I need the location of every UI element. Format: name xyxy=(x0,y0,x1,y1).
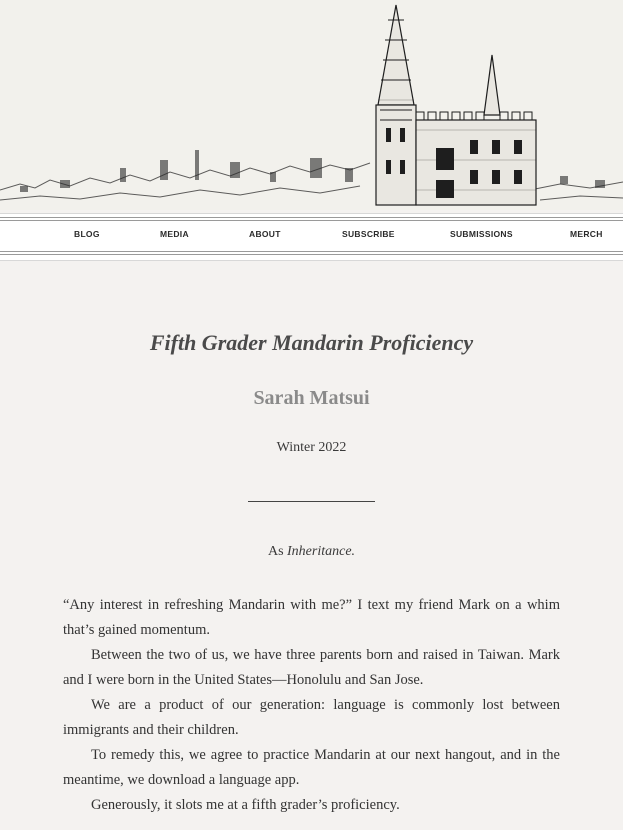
top-nav xyxy=(0,213,623,261)
nav-rule-bottom-inner xyxy=(0,251,623,252)
epigraph-prefix: As xyxy=(267,544,284,559)
article-body xyxy=(63,593,560,818)
nav-rule-top xyxy=(0,217,623,218)
article-date: Winter 2022 xyxy=(276,440,347,455)
article-author: Sarah Matsui xyxy=(253,387,370,409)
nav-subscribe[interactable]: SUBSCRIBE xyxy=(342,229,395,239)
nav-about[interactable]: ABOUT xyxy=(249,229,281,239)
paragraph: Between the two of us, we have three parents born and raised in Taiwan. Mark and I were born in the United States—Honolulu and San Jose. xyxy=(63,647,560,688)
nav-rule-bottom xyxy=(0,254,623,255)
nav-rule-top-inner xyxy=(0,220,623,221)
paragraph: Generously, it slots me at a fifth grader’s proficiency. xyxy=(91,797,400,813)
castle-sketch-icon xyxy=(0,0,623,210)
article-title: Fifth Grader Mandarin Proficiency xyxy=(149,330,474,355)
paragraph: We are a product of our generation: language is commonly lost between immigrants and their children. xyxy=(63,697,560,738)
nav-blog[interactable]: BLOG xyxy=(74,229,100,239)
nav-merch[interactable]: MERCH xyxy=(570,229,603,239)
epigraph-title: Inheritance. xyxy=(287,544,356,559)
nav-submissions[interactable]: SUBMISSIONS xyxy=(450,229,513,239)
header-illustration xyxy=(0,0,623,210)
title-divider xyxy=(248,501,375,502)
nav-media[interactable]: MEDIA xyxy=(160,229,189,239)
epigraph xyxy=(0,544,623,560)
paragraph: To remedy this, we agree to practice Mandarin at our next hangout, and in the meantime, we download a language app. xyxy=(63,747,560,788)
paragraph: “Any interest in refreshing Mandarin with me?” I text my friend Mark on a whim that’s gained momentum. xyxy=(63,597,560,638)
